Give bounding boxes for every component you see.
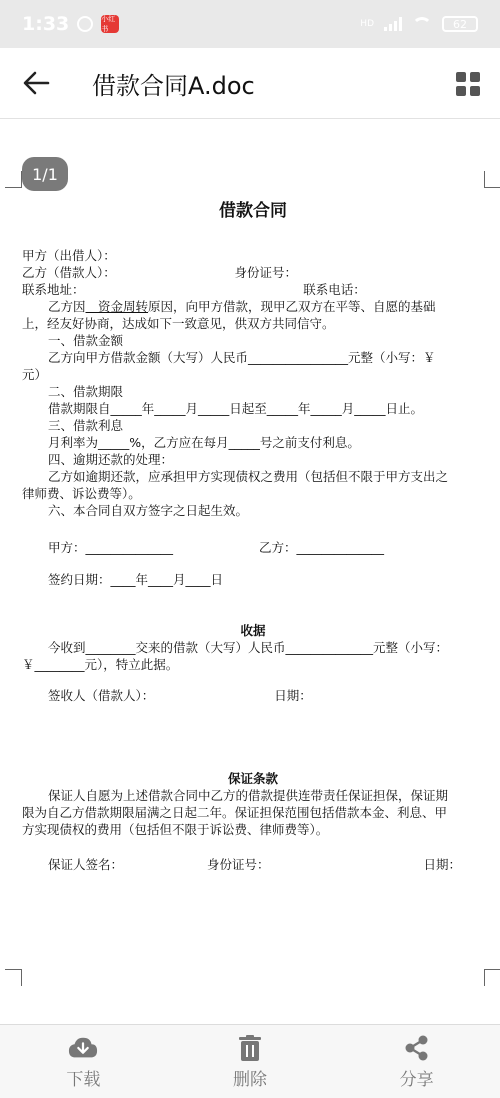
grid-view-icon[interactable] [456,72,480,96]
section-4-text: 乙方如逾期还款，应承担甲方实现债权之费用（包括但不限于甲方支出之 [48,469,449,484]
section-1-title: 一、借款金额 [48,333,124,348]
signature-line: 甲方：______________ 乙方：______________ [48,540,385,555]
sign-date-line: 签约日期：____年____月____日 [48,572,224,587]
status-time: 1:33 [22,13,70,35]
section-3-title: 三、借款利息 [48,418,124,433]
receipt-signer-line: 签收人（借款人）： 日期： [48,688,312,703]
crop-mark-top-right [484,171,500,188]
section-2-text: 借款期限自_____年_____月_____日起至_____年_____月_____日止。 [48,401,424,416]
party-b-line: 乙方（借款人）： 身份证号： [22,265,298,280]
page-indicator-badge: 1/1 [22,157,68,191]
delete-button[interactable] [190,1034,310,1090]
guarantee-text-line3: 方实现债权的费用（包括但不限于诉讼费、律师费等）。 [22,822,329,837]
guarantee-text: 保证人自愿为上述借款合同中乙方的借款提供连带责任保证担保，保证期 [48,788,449,803]
app-notification-icon: 小红书 [101,15,119,33]
signal-icon [384,17,402,31]
delete-label: 删除 [232,1069,267,1090]
back-arrow-icon[interactable] [22,70,50,96]
app-bar [0,48,500,119]
download-label: 下载 [66,1069,101,1090]
section-4-title: 四、逾期还款的处理： [48,452,174,467]
share-label: 分享 [399,1069,434,1090]
guarantor-sign-line: 保证人签名： 身份证号： 日期： [48,857,462,872]
wifi-icon [412,17,432,31]
section-4-text-line2: 律师费、诉讼费等）。 [22,486,141,501]
download-button[interactable] [23,1034,143,1090]
trash-icon [235,1034,265,1062]
section-1-text: 乙方向甲方借款金额（大写）人民币________________元整（小写：￥ [48,350,436,365]
document-title: 借款合同A.doc [92,72,255,100]
crop-mark-bottom-left [5,969,22,986]
receipt-title: 收据 [240,623,266,638]
crop-mark-top-left [5,171,22,188]
share-button[interactable] [357,1034,477,1090]
section-1-text-line2: 元） [22,367,48,382]
document-viewer[interactable] [0,119,500,1024]
contact-line: 联系地址： 联系电话： [22,282,366,297]
contract-title: 借款合同 [219,201,287,221]
receipt-text: 今收到________交来的借款（大写）人民币______________元整（小写： [48,640,449,655]
share-icon [402,1034,432,1062]
section-6-text: 六、本合同自双方签字之日起生效。 [48,503,249,518]
guarantee-title: 保证条款 [227,771,278,786]
guarantee-text-line2: 限为自乙方借款期限届满之日起二年。保证担保范围包括借款本金、利息、甲 [22,805,448,820]
battery-icon: 62 [442,16,478,32]
network-type-label: HD [360,18,374,29]
status-bar [0,0,500,48]
document-page [22,199,484,873]
crop-mark-bottom-right [484,969,500,986]
party-a-line: 甲方（出借人）： [22,248,116,263]
section-2-title: 二、借款期限 [48,384,124,399]
intro-paragraph-line2: 上，经友好协商，达成如下一致意见，供双方共同信守。 [22,316,335,331]
section-3-text: 月利率为_____%，乙方应在每月_____号之前支付利息。 [48,435,360,450]
intro-paragraph: 乙方因 资金周转原因，向甲方借款，现甲乙双方在平等、自愿的基础 [48,299,436,314]
cloud-download-icon [68,1034,98,1062]
alarm-icon [77,16,93,32]
bottom-action-bar [0,1024,500,1098]
receipt-text-line2: ￥________元），特立此据。 [22,657,179,672]
